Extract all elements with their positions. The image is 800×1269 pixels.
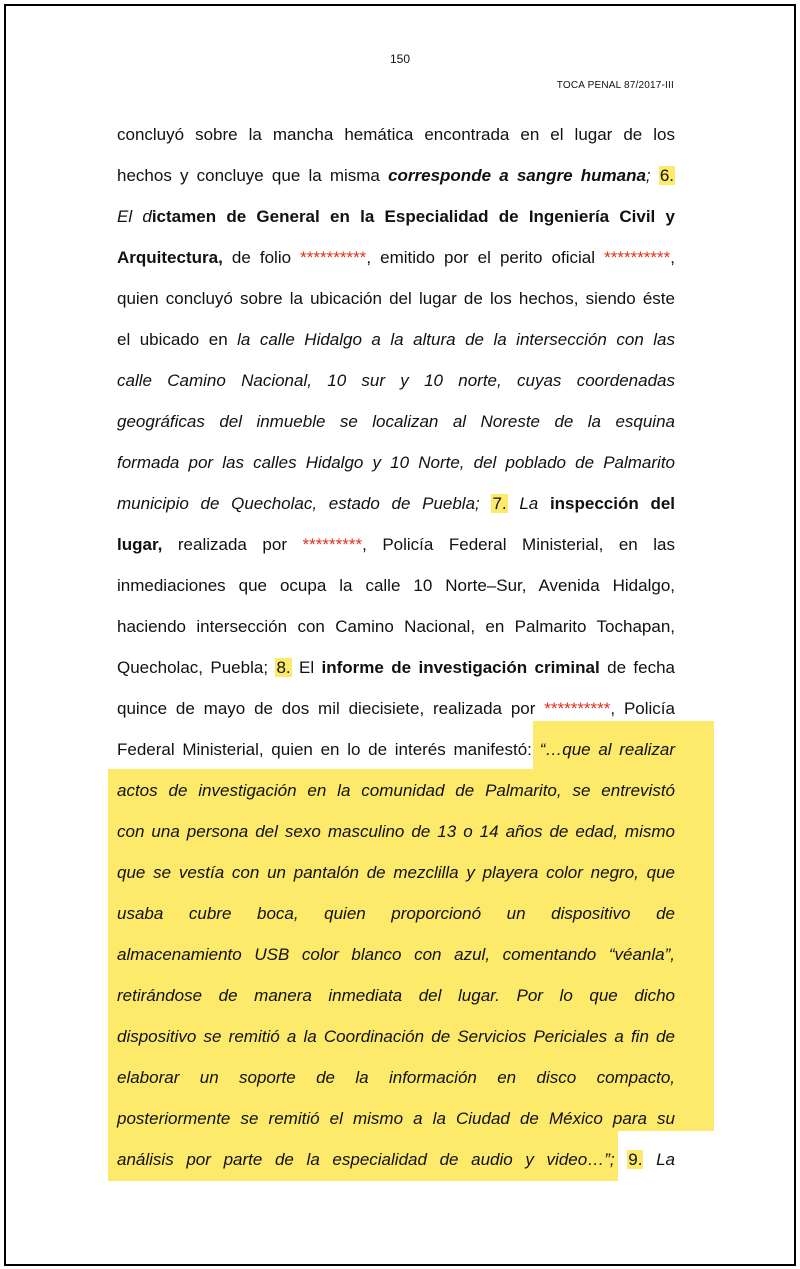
text-segment: , xyxy=(670,248,676,267)
text-segment: de folio xyxy=(222,248,301,267)
text-line xyxy=(117,524,675,565)
redacted-text: ********** xyxy=(544,699,611,718)
text-line xyxy=(117,1057,675,1098)
redacted-text: ********** xyxy=(604,248,671,267)
text-segment: ictamen de General en la Especialidad de Ingeniería Civil y xyxy=(151,207,675,226)
text-segment: con una persona del sexo masculino de 13 o 14 años de edad, mismo xyxy=(117,822,675,841)
text-segment: informe de investigación criminal xyxy=(321,658,600,677)
text-segment: El xyxy=(291,658,322,677)
text-segment: Federal Ministerial, quien en lo de interés manifestó: xyxy=(117,740,540,759)
text-line xyxy=(117,729,675,770)
item-number: 9. xyxy=(628,1150,643,1169)
text-segment: , Policía Federal Ministerial, en las xyxy=(362,535,675,554)
text-segment: geográficas del inmueble se localizan al Noreste de la esquina xyxy=(117,412,675,431)
text-segment: quince de mayo de dos mil diecisiete, realizada por xyxy=(117,699,545,718)
text-segment: , emitido por el perito oficial xyxy=(366,248,605,267)
item-number: 6. xyxy=(659,166,674,185)
text-line xyxy=(117,934,675,975)
text-segment: lugar, xyxy=(117,535,163,554)
text-line xyxy=(117,647,675,688)
text-segment: corresponde a sangre humana xyxy=(388,166,646,185)
text-line xyxy=(117,483,675,524)
text-line xyxy=(117,770,675,811)
text-segment: Quecholac, Puebla; xyxy=(117,658,276,677)
text-line xyxy=(117,975,675,1016)
text-segment: retirándose de manera inmediata del lugar. Por lo que dicho xyxy=(117,986,675,1005)
text-segment: municipio de Quecholac, estado de Puebla; xyxy=(117,494,492,513)
text-line xyxy=(117,401,675,442)
page-number: 150 xyxy=(389,52,411,66)
redacted-text: ********* xyxy=(302,535,363,554)
text-segment: haciendo intersección con Camino Nacional, en Palmarito Tochapan, xyxy=(117,617,675,636)
document-body xyxy=(117,114,675,1180)
text-line xyxy=(117,442,675,483)
text-segment: análisis por parte de la especialidad de audio y video…”; xyxy=(117,1150,628,1169)
text-segment: la calle Hidalgo a la altura de la intersección con las xyxy=(237,330,675,349)
text-segment: el ubicado en xyxy=(117,330,238,349)
text-segment: La xyxy=(507,494,550,513)
text-segment: usaba cubre boca, quien proporcionó un dispositivo de xyxy=(117,904,675,923)
text-segment: que se vestía con un pantalón de mezclilla y playera color negro, que xyxy=(117,863,675,882)
text-line xyxy=(117,565,675,606)
text-line xyxy=(117,688,675,729)
text-segment: actos de investigación en la comunidad de Palmarito, se entrevistó xyxy=(117,781,675,800)
text-line xyxy=(117,114,675,155)
text-segment: dispositivo se remitió a la Coordinación de Servicios Periciales a fin de xyxy=(117,1027,675,1046)
text-line xyxy=(117,155,675,196)
text-line xyxy=(117,1139,675,1180)
text-segment: posteriormente se remitió el mismo a la Ciudad de México para su xyxy=(117,1109,675,1128)
case-header: TOCA PENAL 87/2017-III xyxy=(556,80,674,91)
text-segment: realizada por xyxy=(162,535,303,554)
text-segment: inmediaciones que ocupa la calle 10 Norte–Sur, Avenida Hidalgo, xyxy=(117,576,675,595)
text-line xyxy=(117,196,675,237)
text-segment: de fecha xyxy=(599,658,675,677)
text-line xyxy=(117,278,675,319)
text-line xyxy=(117,360,675,401)
text-line xyxy=(117,237,675,278)
text-segment: elaborar un soporte de la información en disco compacto, xyxy=(117,1068,675,1087)
item-number: 7. xyxy=(492,494,507,513)
item-number: 8. xyxy=(276,658,291,677)
text-segment: hechos y concluye que la misma xyxy=(117,166,389,185)
text-segment: inspección del xyxy=(549,494,676,513)
redacted-text: ********** xyxy=(300,248,367,267)
text-segment: almacenamiento USB color blanco con azul, comentando “véanla”, xyxy=(117,945,675,964)
text-line xyxy=(117,1098,675,1139)
text-segment: “…que al realizar xyxy=(539,740,675,759)
text-segment: formada por las calles Hidalgo y 10 Norte, del poblado de Palmarito xyxy=(117,453,675,472)
text-line xyxy=(117,319,675,360)
text-line xyxy=(117,1016,675,1057)
text-segment: concluyó sobre la mancha hemática encontrada en el lugar de los xyxy=(117,125,675,144)
text-segment: Arquitectura, xyxy=(117,248,223,267)
text-line xyxy=(117,893,675,934)
text-segment: La xyxy=(643,1150,675,1169)
text-segment: , Policía xyxy=(610,699,675,718)
text-line xyxy=(117,606,675,647)
text-line xyxy=(117,852,675,893)
text-segment: calle Camino Nacional, 10 sur y 10 norte, cuyas coordenadas xyxy=(117,371,675,390)
text-segment: ; xyxy=(645,166,659,185)
text-line xyxy=(117,811,675,852)
text-segment: quien concluyó sobre la ubicación del lugar de los hechos, siendo éste xyxy=(117,289,675,308)
text-segment: El d xyxy=(117,207,152,226)
